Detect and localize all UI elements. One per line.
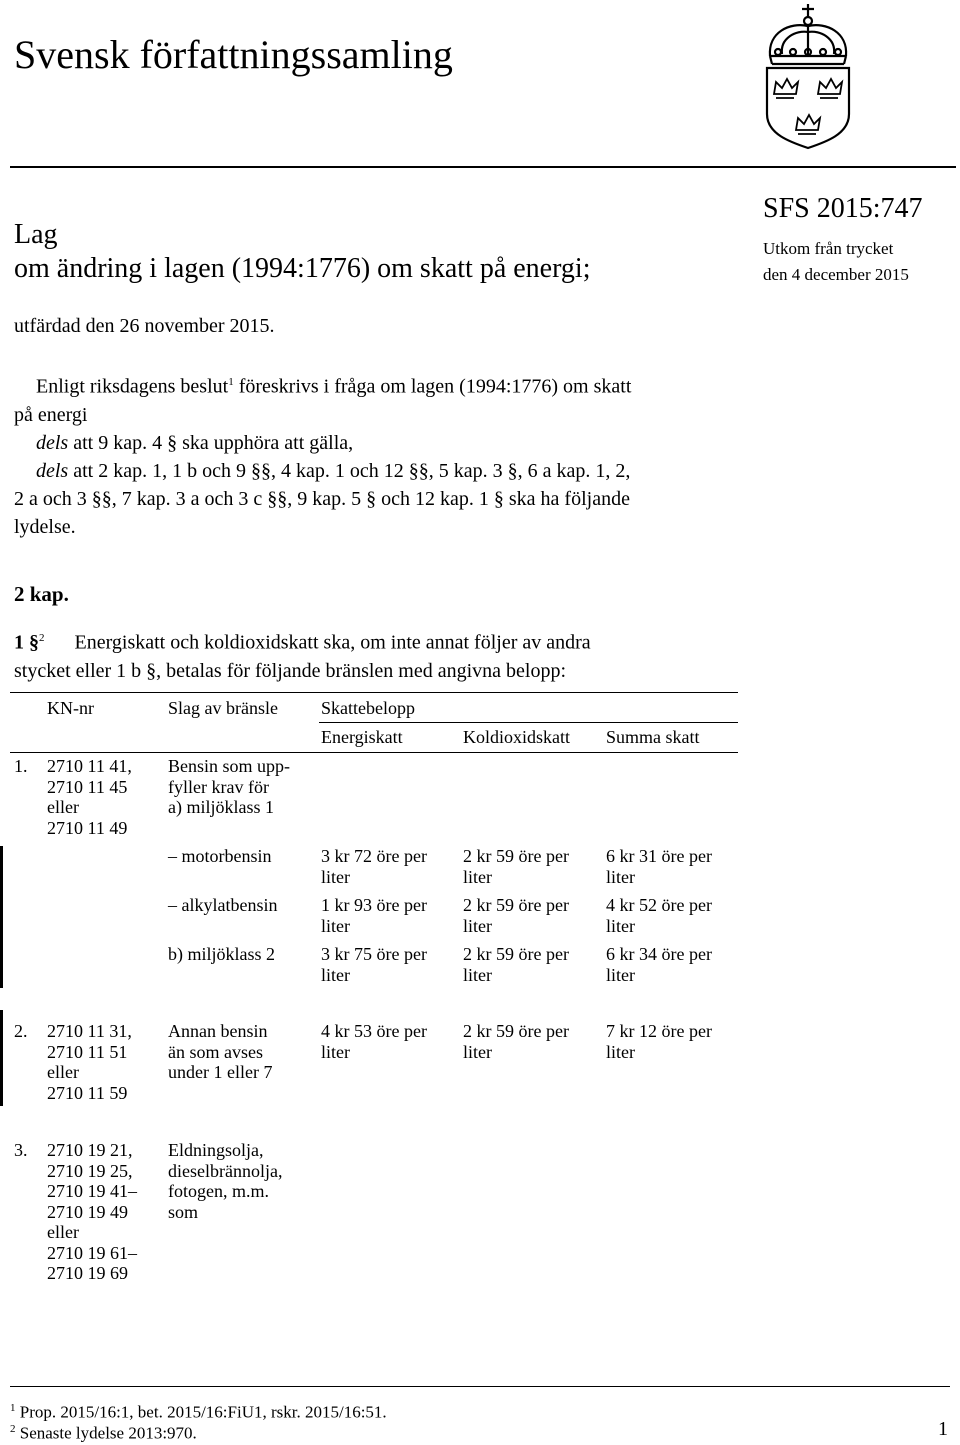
row1-sub-energi: 3 kr 72 öre per liter — [321, 846, 427, 887]
swedish-coat-of-arms-logo — [760, 2, 856, 152]
publication-title: Svensk författningssamling — [14, 32, 453, 77]
row1-sub-co2: 2 kr 59 öre per liter — [463, 895, 569, 936]
row1-sub-summa: 4 kr 52 öre per liter — [606, 895, 712, 936]
intro-paragraph: Enligt riksdagens beslut$^1$ föreskrivs i fråga om lagen (1994:1776) om skatt på energi dels att 9 kap. 4 § ska upphöra att gälla, dels att 2 kap. 1, 1 b och 9 §§, 4 kap. 1 och 12 §§, 5 kap. 3 §, 6 a kap. 1, 2, 2 a och 3 §§, 7 kap. 3 a och 3 c §§, 9 kap. 5 § och 12 kap. 1 § ska ha följande lydelse. — [14, 375, 632, 538]
page-number: 1 — [938, 1418, 948, 1440]
footnote-2: $^2$ Senaste lydelse 2013:970. — [10, 1423, 197, 1443]
row1-sub-label: – motorbensin — [168, 846, 272, 866]
sfs-number: SFS 2015:747 — [763, 193, 923, 224]
row1-sub-summa: 6 kr 34 öre per liter — [606, 944, 712, 985]
row1-kn: 2710 11 41, 2710 11 45 eller 2710 11 49 — [47, 756, 132, 838]
table-top-rule — [10, 692, 738, 693]
row1-sub-energi: 3 kr 75 öre per liter — [321, 944, 427, 985]
row3-number: 3. — [14, 1140, 28, 1160]
header-energiskatt: Energiskatt — [321, 727, 403, 747]
header-summa: Summa skatt — [606, 727, 700, 747]
paragraph-1: 1 §$^2$ Energiskatt och koldioxidskatt ska, om inte annat följer av andra stycket eller 1 b §, betalas för följande bränslen med angivna belopp: — [14, 631, 591, 682]
issued-date: utfärdad den 26 november 2015. — [14, 315, 275, 337]
row1-sub-energi: 1 kr 93 öre per liter — [321, 895, 427, 936]
utkom-line: Utkom från trycket — [763, 239, 894, 258]
change-bar-row1 — [0, 846, 3, 988]
row2-number: 2. — [14, 1021, 28, 1041]
law-title: om ändring i lagen (1994:1776) om skatt på energi; — [14, 253, 591, 284]
law-heading: Lag — [14, 219, 58, 250]
row1-sub-label: – alkylatbensin — [168, 895, 278, 915]
table-header-bottom-rule — [10, 752, 738, 753]
row3-slag: Eldningsolja, dieselbrännolja, fotogen, m.m. som — [168, 1140, 283, 1222]
header-koldioxidskatt: Koldioxidskatt — [463, 727, 570, 747]
row2-co2: 2 kr 59 öre per liter — [463, 1021, 569, 1062]
row1-number: 1. — [14, 756, 28, 776]
header-skattebelopp: Skattebelopp — [321, 698, 415, 718]
change-bar-row2 — [0, 1010, 3, 1106]
row1-sub-co2: 2 kr 59 öre per liter — [463, 846, 569, 887]
row1-slag: Bensin som upp- fyller krav för a) miljöklass 1 — [168, 756, 291, 817]
row2-kn: 2710 11 31, 2710 11 51 eller 2710 11 59 — [47, 1021, 132, 1103]
publication-date: den 4 december 2015 — [763, 265, 909, 284]
header-slag: Slag av bränsle — [168, 698, 278, 718]
row2-slag: Annan bensin än som avses under 1 eller 7 — [168, 1021, 273, 1082]
table-subheader-rule — [319, 722, 738, 723]
chapter-heading: 2 kap. — [14, 582, 69, 606]
row1-sub-label: b) miljöklass 2 — [168, 944, 275, 964]
header-rule — [10, 166, 956, 168]
row1-sub-summa: 6 kr 31 öre per liter — [606, 846, 712, 887]
header-kn: KN-nr — [47, 698, 94, 718]
row2-summa: 7 kr 12 öre per liter — [606, 1021, 712, 1062]
row2-energi: 4 kr 53 öre per liter — [321, 1021, 427, 1062]
row1-sub-co2: 2 kr 59 öre per liter — [463, 944, 569, 985]
footnote-rule — [10, 1386, 950, 1387]
footnote-1: $^1$ Prop. 2015/16:1, bet. 2015/16:FiU1, rskr. 2015/16:51. — [10, 1402, 387, 1422]
row3-kn: 2710 19 21, 2710 19 25, 2710 19 41– 2710 19 49 eller 2710 19 61– 2710 19 69 — [47, 1140, 137, 1283]
